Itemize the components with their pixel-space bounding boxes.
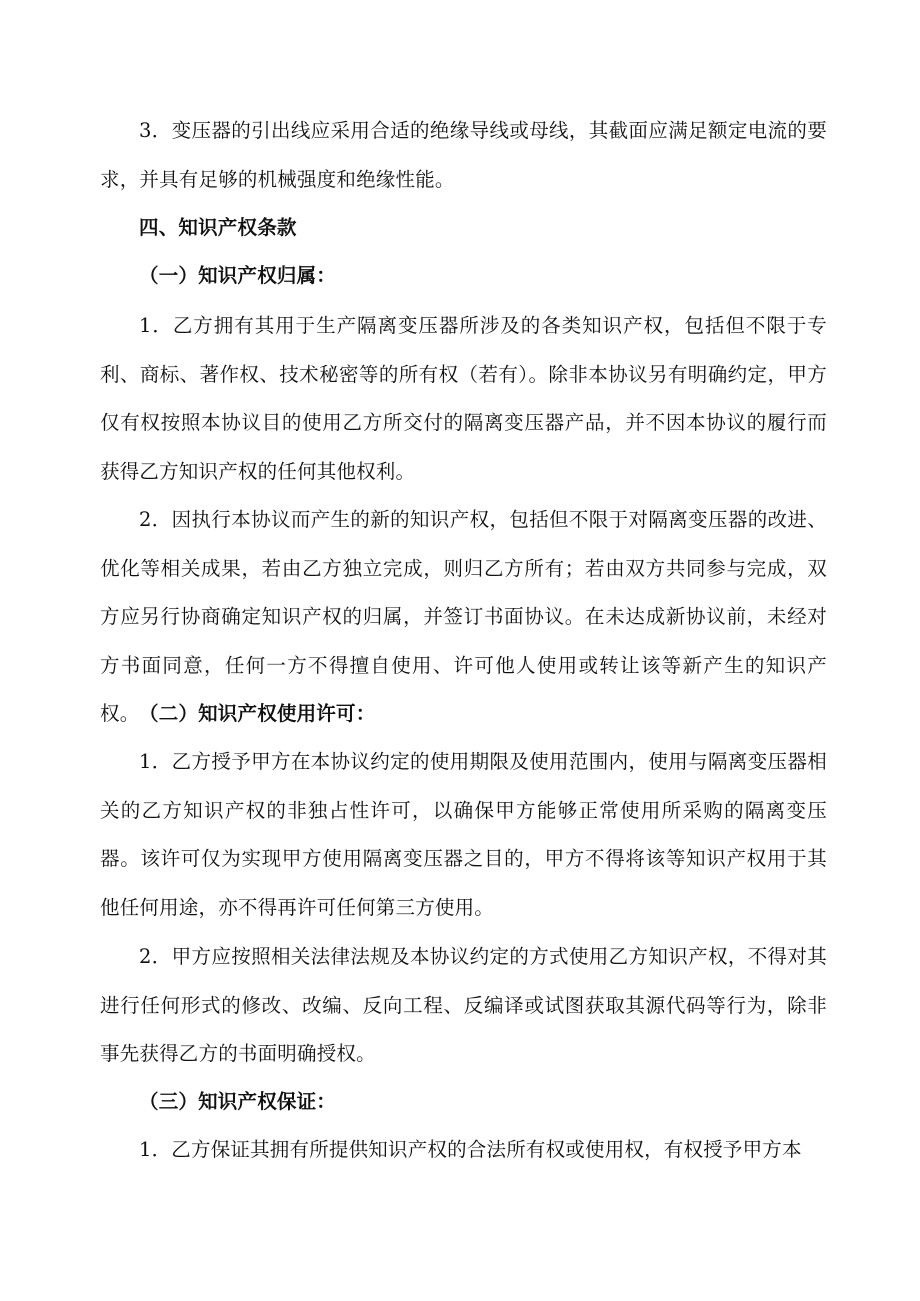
paragraph-transformer-leads: 3．变压器的引出线应采用合适的绝缘导线或母线，其截面应满足额定电流的要求，并具有足够的机械强度和绝缘性能。 — [100, 119, 827, 191]
paragraph-ownership-1: 1．乙方拥有其用于生产隔离变压器所涉及的各类知识产权，包括但不限于专利、商标、著作权、技术秘密等的所有权（若有）。除非本协议另有明确约定，甲方仅有权按照本协议目的使用乙方所交付的隔离变压器产品，并不因本协议的履行而获得乙方知识产权的任何其他权利。 — [100, 314, 827, 483]
paragraph-license-1: 1．乙方授予甲方在本协议约定的使用期限及使用范围内，使用与隔离变压器相关的乙方知识产权的非独占性许可，以确保甲方能够正常使用所采购的隔离变压器。该许可仅为实现甲方使用隔离变压器之目的，甲方不得将该等知识产权用于其他任何用途，亦不得再许可任何第三方使用。 — [100, 750, 827, 919]
section-heading-ip-clauses: 四、知识产权条款 — [139, 216, 297, 239]
paragraph-license-2: 2．甲方应按照相关法律法规及本协议约定的方式使用乙方知识产权，不得对其进行任何形式的修改、改编、反向工程、反编译或试图获取其源代码等行为，除非事先获得乙方的书面明确授权。 — [100, 945, 827, 1065]
paragraph-warranty-1: 1．乙方保证其拥有所提供知识产权的合法所有权或使用权，有权授予甲方本 — [139, 1138, 802, 1161]
paragraph-ownership-2: 2．因执行本协议而产生的新的知识产权，包括但不限于对隔离变压器的改进、优化等相关成果，若由乙方独立完成，则归乙方所有；若由双方共同参与完成，双方应另行协商确定知识产权的归属，并签订书面协议。在未达成新协议前，未经对方书面同意，任何一方不得擅自使用、许可他人使用或转让该等新产生的知识产权。 — [100, 508, 827, 725]
subheading-ip-ownership: （一）知识产权归属： — [139, 264, 337, 287]
subheading-ip-warranty: （三）知识产权保证： — [139, 1090, 337, 1113]
subheading-ip-license: （二）知识产权使用许可： — [139, 702, 376, 725]
